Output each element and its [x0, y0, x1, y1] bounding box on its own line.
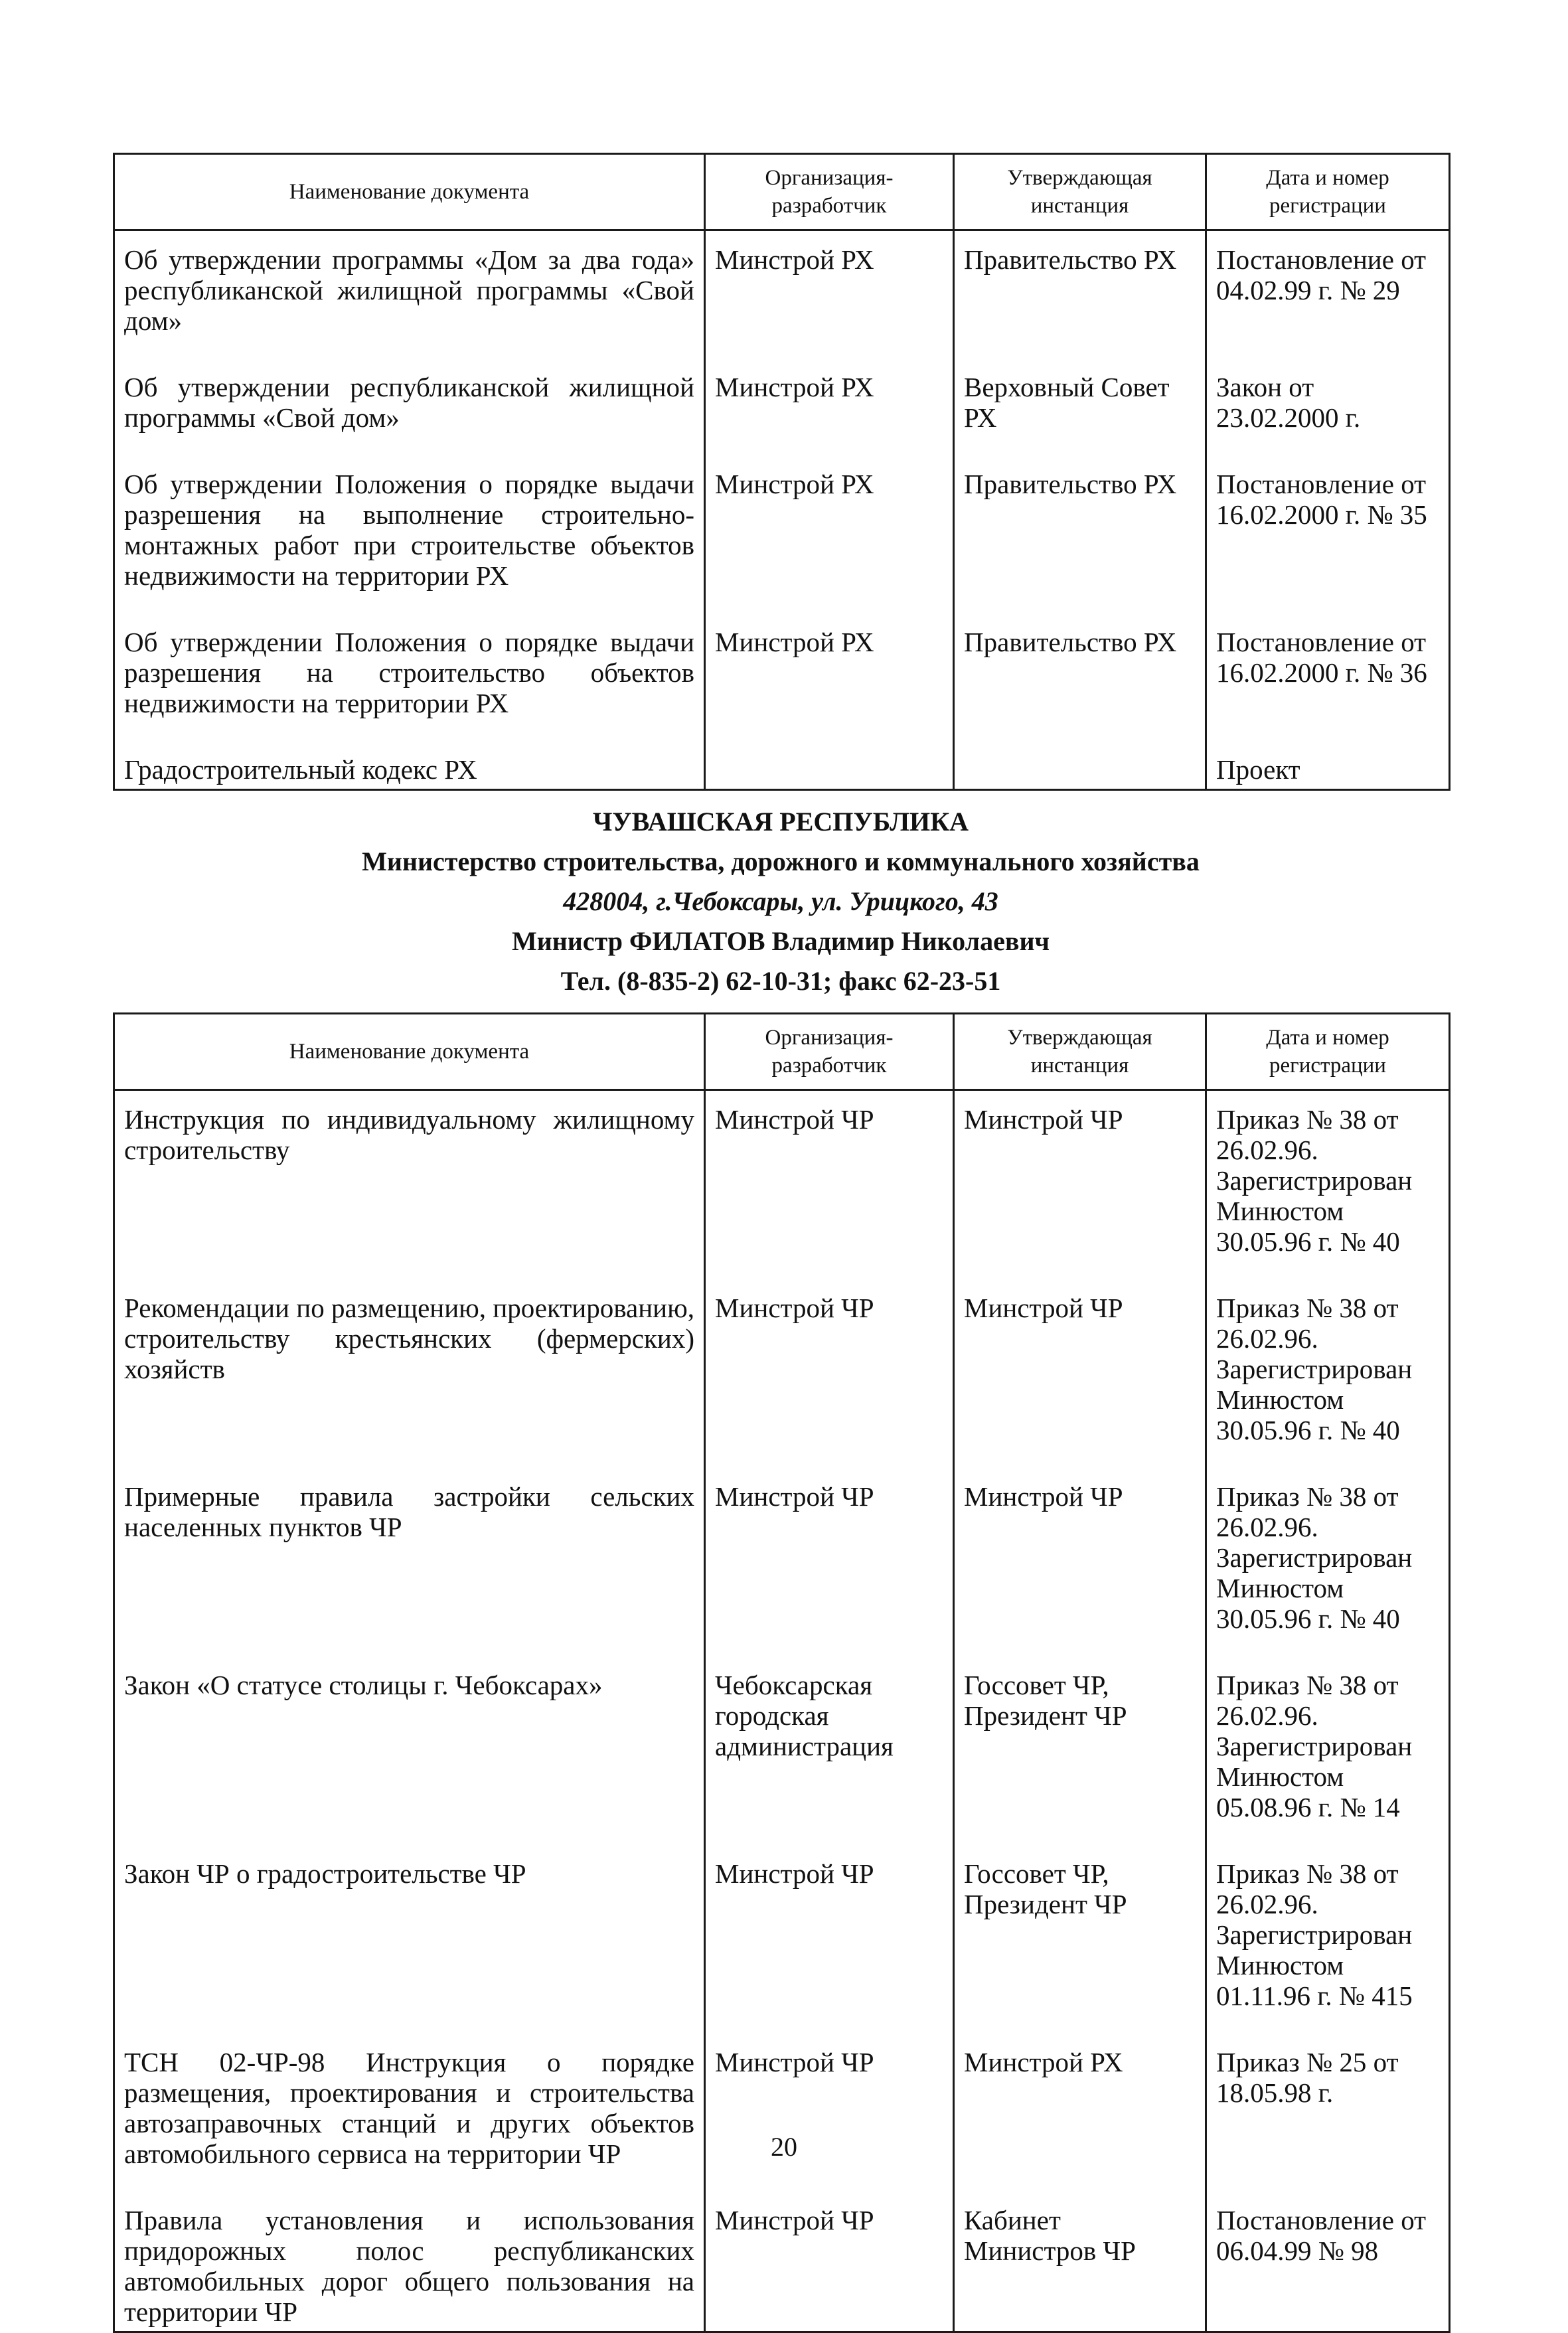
cell-registration: Постановление от 06.04.99 № 98 [1206, 2196, 1450, 2332]
table-row [114, 230, 1450, 363]
header-document-name: Наименование документа [114, 154, 705, 230]
cell-approving-authority: Правительство РХ [954, 617, 1206, 745]
cell-document-name: ТСН 02-ЧР-98 Инструкция о порядке размещения, проектирования и строительства автозаправочных станций и других объектов автомобильного сервиса на территории ЧР [114, 2038, 705, 2196]
cell-registration: Приказ № 38 от 26.02.96. Зарегистрирован Минюстом 30.05.96 г. № 40 [1206, 1472, 1450, 1660]
cell-registration: Закон от 23.02.2000 г. [1206, 362, 1450, 459]
cell-document-name: Об утверждении Положения о порядке выдачи разрешения на выполнение строительно-монтажных работ при строительстве объектов недвижимости на территории РХ [114, 459, 705, 617]
minister-name: Министр ФИЛАТОВ Владимир Николаевич [511, 926, 1050, 956]
cell-developer-org: Минстрой ЧР [705, 1849, 954, 2038]
cell-developer-org: Минстрой ЧР [705, 1472, 954, 1660]
organization-header [113, 802, 1449, 1001]
table-row [114, 1283, 1450, 1472]
table-khakassia [113, 153, 1450, 791]
table-row [114, 2038, 1450, 2196]
cell-registration: Приказ № 25 от 18.05.98 г. [1206, 2038, 1450, 2196]
cell-registration: Проект [1206, 745, 1450, 790]
table-row [114, 362, 1450, 459]
cell-approving-authority: Минстрой ЧР [954, 1090, 1206, 1284]
table-row [114, 745, 1450, 790]
table-row [114, 1090, 1450, 1284]
cell-registration: Приказ № 38 от 26.02.96. Зарегистрирован Минюстом 05.08.96 г. № 14 [1206, 1660, 1450, 1849]
cell-approving-authority: Минстрой РХ [954, 2038, 1206, 2196]
header-approving-authority: Утверждающая инстанция [954, 1014, 1206, 1090]
page-number: 20 [771, 2132, 797, 2162]
cell-document-name: Об утверждении Положения о порядке выдачи разрешения на строительство объектов недвижимости на территории РХ [114, 617, 705, 745]
cell-registration: Постановление от 04.02.99 г. № 29 [1206, 230, 1450, 363]
cell-developer-org [705, 745, 954, 790]
cell-document-name: Закон «О статусе столицы г. Чебоксарах» [114, 1660, 705, 1849]
table-row [114, 1660, 1450, 1849]
header-registration: Дата и номер регистрации [1206, 1014, 1450, 1090]
header-developer-org: Организация-разработчик [705, 1014, 954, 1090]
cell-approving-authority: Правительство РХ [954, 459, 1206, 617]
cell-developer-org: Минстрой РХ [705, 459, 954, 617]
ministry-phone: Тел. (8-835-2) 62-10-31; факс 62-23-51 [560, 966, 1001, 996]
cell-registration: Постановление от 16.02.2000 г. № 35 [1206, 459, 1450, 617]
table-row [114, 2196, 1450, 2332]
ministry-name: Министерство строительства, дорожного и коммунального хозяйства [362, 846, 1200, 876]
header-registration: Дата и номер регистрации [1206, 154, 1450, 230]
cell-developer-org: Чебоксарская городская администрация [705, 1660, 954, 1849]
cell-approving-authority: Минстрой ЧР [954, 1472, 1206, 1660]
table-row [114, 1472, 1450, 1660]
table-row [114, 459, 1450, 617]
header-approving-authority: Утверждающая инстанция [954, 154, 1206, 230]
cell-document-name: Инструкция по индивидуальному жилищному строительству [114, 1090, 705, 1284]
cell-document-name: Об утверждении программы «Дом за два года» республиканской жилищной программы «Свой дом» [114, 230, 705, 363]
cell-approving-authority [954, 745, 1206, 790]
cell-developer-org: Минстрой РХ [705, 362, 954, 459]
table-row [114, 1849, 1450, 2038]
cell-developer-org: Минстрой ЧР [705, 2038, 954, 2196]
cell-document-name: Градостроительный кодекс РХ [114, 745, 705, 790]
table-header-row [114, 154, 1450, 230]
cell-approving-authority: Верховный Совет РХ [954, 362, 1206, 459]
header-developer-org: Организация-разработчик [705, 154, 954, 230]
cell-developer-org: Минстрой ЧР [705, 2196, 954, 2332]
cell-document-name: Об утверждении республиканской жилищной программы «Свой дом» [114, 362, 705, 459]
cell-approving-authority: Госсовет ЧР, Президент ЧР [954, 1849, 1206, 2038]
cell-developer-org: Минстрой РХ [705, 230, 954, 363]
table-header-row [114, 1014, 1450, 1090]
cell-developer-org: Минстрой РХ [705, 617, 954, 745]
cell-registration: Постановление от 16.02.2000 г. № 36 [1206, 617, 1450, 745]
cell-approving-authority: Кабинет Министров ЧР [954, 2196, 1206, 2332]
cell-approving-authority: Минстрой ЧР [954, 1283, 1206, 1472]
cell-developer-org: Минстрой ЧР [705, 1090, 954, 1284]
cell-document-name: Закон ЧР о градостроительстве ЧР [114, 1849, 705, 2038]
cell-approving-authority: Госсовет ЧР, Президент ЧР [954, 1660, 1206, 1849]
cell-document-name: Рекомендации по размещению, проектированию, строительству крестьянских (фермерских) хозяйств [114, 1283, 705, 1472]
cell-registration: Приказ № 38 от 26.02.96. Зарегистрирован Минюстом 01.11.96 г. № 415 [1206, 1849, 1450, 2038]
cell-approving-authority: Правительство РХ [954, 230, 1206, 363]
cell-document-name: Правила установления и использования придорожных полос республиканских автомобильных дорог общего пользования на территории ЧР [114, 2196, 705, 2332]
cell-registration: Приказ № 38 от 26.02.96. Зарегистрирован Минюстом 30.05.96 г. № 40 [1206, 1283, 1450, 1472]
ministry-address: 428004, г.Чебоксары, ул. Урицкого, 43 [563, 886, 998, 916]
cell-registration: Приказ № 38 от 26.02.96. Зарегистрирован Минюстом 30.05.96 г. № 40 [1206, 1090, 1450, 1284]
cell-developer-org: Минстрой ЧР [705, 1283, 954, 1472]
table-row [114, 617, 1450, 745]
header-document-name: Наименование документа [114, 1014, 705, 1090]
cell-document-name: Примерные правила застройки сельских населенных пунктов ЧР [114, 1472, 705, 1660]
republic-title: ЧУВАШСКАЯ РЕСПУБЛИКА [592, 807, 969, 837]
